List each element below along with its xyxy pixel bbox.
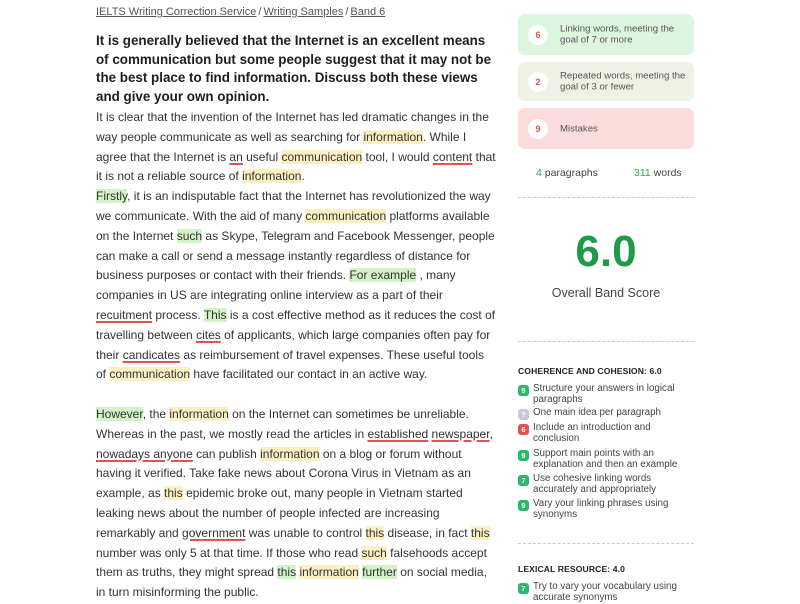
essay-body xyxy=(96,108,496,603)
breadcrumb-separator: / xyxy=(345,6,349,18)
breadcrumb-link-service[interactable]: IELTS Writing Correction Service xyxy=(96,6,257,18)
criterion-item xyxy=(518,449,698,471)
word-count-label: words xyxy=(653,167,682,179)
mistake-underline: an xyxy=(229,149,243,164)
linking-word-highlight: such xyxy=(176,228,203,243)
overall-band-score: 6.0 xyxy=(575,227,637,276)
overall-band-score-label: Overall Band Score xyxy=(551,286,661,300)
criterion-text: Include an introduction and conclusion xyxy=(533,422,651,444)
essay-text: process. xyxy=(152,307,204,322)
repeated-word-highlight: information xyxy=(242,169,302,184)
mistake-underline: content xyxy=(432,149,473,164)
mistakes-label: Mistakes xyxy=(560,122,598,134)
essay-text: on a blog or forum without having it verified. Take fake news about Corona Virus in Vietnam as an example, as xyxy=(96,446,471,501)
linking-word-highlight: this xyxy=(277,565,297,580)
mistake-underline: cites xyxy=(196,327,221,342)
mistake-underline: government xyxy=(182,525,246,540)
repeated-word-highlight: communication xyxy=(281,149,363,164)
repeated-word-highlight: this xyxy=(164,486,183,501)
essay-text: is a cost effective method as it reduces the cost of travelling between xyxy=(96,307,496,342)
essay-text: , xyxy=(489,426,493,441)
essay-text: useful xyxy=(242,149,282,164)
linking-words-label: Linking words, meeting the goal of 7 or more xyxy=(560,23,675,46)
check-icon: 7 xyxy=(518,583,529,594)
essay-text: , the xyxy=(142,406,170,421)
essay-prompt: It is generally believed that the Internet is an excellent means of communication but some people suggest that it may not be the best place to find information. Discuss both these views and give your own opinion. xyxy=(96,33,492,104)
word-count: 311 xyxy=(634,167,651,179)
criterion-item xyxy=(518,499,698,521)
essay-text: disease, in fact xyxy=(384,525,471,540)
essay-text: can publish xyxy=(192,446,261,461)
essay-paragraph xyxy=(96,108,496,187)
repeated-word-highlight: communication xyxy=(109,367,191,382)
essay-text: on the Internet can sometimes be unreliable. Whereas in the past, we mostly read the articles in xyxy=(96,406,469,441)
mistakes-card[interactable] xyxy=(518,108,694,149)
linking-word-highlight: This xyxy=(203,307,227,322)
essay-text: , many companies in US are integrating online interview as a part of their xyxy=(96,268,456,303)
linking-word-highlight: For example xyxy=(349,268,417,283)
linking-words-card[interactable] xyxy=(518,14,694,55)
repeated-words-label: Repeated words, meeting the goal of 3 or fewer xyxy=(560,70,686,93)
essay-text: number was only 5 at that time. If those who read xyxy=(96,545,362,560)
mistake-underline: newspaper xyxy=(431,426,490,441)
divider xyxy=(518,197,694,198)
essay-text: as reimbursement of travel expenses. These useful tools of xyxy=(96,347,484,382)
coherence-section-title: COHERENCE AND COHESION: 6.0 xyxy=(518,366,662,376)
repeated-word-highlight: information xyxy=(363,129,423,144)
criterion-text: Use cohesive linking words accurately and appropriately xyxy=(533,473,657,495)
criterion-text: Support main points with an explanation and then an example xyxy=(533,448,678,470)
breadcrumb xyxy=(96,6,385,18)
criterion-text: Try to vary your vocabulary using accurate synonyms xyxy=(533,581,677,603)
lexical-section-title: LEXICAL RESOURCE: 4.0 xyxy=(518,564,625,574)
check-icon: 7 xyxy=(518,475,529,486)
repeated-word-highlight: communication xyxy=(305,208,387,223)
criterion-text: One main idea per paragraph xyxy=(533,407,661,418)
criterion-item xyxy=(518,408,698,419)
repeated-word-highlight: such xyxy=(361,545,387,560)
criterion-item xyxy=(518,474,698,496)
linking-words-count: 6 xyxy=(528,25,548,45)
repeated-word-highlight: this xyxy=(470,525,490,540)
essay-text: platforms available on the Internet xyxy=(96,208,490,243)
essay-text: tool, I would xyxy=(362,149,433,164)
mistakes-count: 9 xyxy=(528,119,548,139)
mistake-underline: nowadays anyone xyxy=(96,446,193,461)
linking-word-highlight: However xyxy=(96,406,143,421)
mistake-underline: established xyxy=(367,426,429,441)
criterion-text: Vary your linking phrases using synonyms xyxy=(533,498,669,520)
paragraph-stat xyxy=(536,167,598,179)
unknown-icon: ? xyxy=(518,409,529,420)
paragraph-count-label: paragraphs xyxy=(544,167,598,179)
repeated-word-highlight: information xyxy=(169,406,229,421)
mistake-underline: recuitment xyxy=(96,307,153,322)
criterion-item xyxy=(518,582,698,604)
essay-text: of applicants, which large companies often pay for their xyxy=(96,327,491,362)
criterion-item xyxy=(518,384,698,406)
divider xyxy=(518,341,694,342)
mistake-underline: candicates xyxy=(122,347,181,362)
linking-word-highlight: Firstly xyxy=(96,189,128,204)
essay-text: as Skype, Telegram and Facebook Messenger, people can make a call or send a message instantly regardless of distance for business purposes or contact with their friends. xyxy=(96,228,495,283)
check-icon: 9 xyxy=(518,500,529,511)
breadcrumb-link-band[interactable]: Band 6 xyxy=(350,6,386,18)
essay-text: . While I agree that the Internet is xyxy=(96,129,467,164)
repeated-word-highlight: information xyxy=(299,565,359,580)
linking-word-highlight: further xyxy=(362,565,397,580)
breadcrumb-separator: / xyxy=(258,6,262,18)
essay-text: , it is an indisputable fact that the Internet has revolutionized the way we communicate. With the aid of many xyxy=(96,189,491,223)
repeated-word-highlight: this xyxy=(365,525,385,540)
essay-text: falsehoods accept them as truths, they might spread xyxy=(96,545,487,580)
essay-paragraph xyxy=(96,405,496,603)
check-icon: 9 xyxy=(518,385,529,396)
breadcrumb-link-samples[interactable]: Writing Samples xyxy=(263,6,344,18)
essay-text: on social media, in turn misinforming the public. xyxy=(96,565,487,600)
essay-text: It is clear that the invention of the Internet has led dramatic changes in the way people communicate as well as searching for xyxy=(96,110,489,144)
essay-text: epidemic broke out, many people in Vietnam started leaking news about the number of people infected are increasing remarkably and xyxy=(96,486,463,540)
repeated-words-card[interactable] xyxy=(518,62,694,101)
warning-icon: 6 xyxy=(518,424,529,435)
paragraph-count: 4 xyxy=(536,167,542,179)
criterion-text: Structure your answers in logical paragraphs xyxy=(533,383,675,405)
repeated-words-count: 2 xyxy=(528,72,548,92)
essay-text: that it is not a reliable source of xyxy=(96,149,496,184)
essay-text: . xyxy=(301,169,305,184)
word-stat xyxy=(634,167,682,179)
essay-paragraph xyxy=(96,187,496,385)
criterion-item xyxy=(518,423,698,445)
check-icon: 9 xyxy=(518,450,529,461)
repeated-word-highlight: information xyxy=(260,446,320,461)
essay-text: have facilitated our contact in an active way. xyxy=(190,367,428,382)
essay-text: was unable to control xyxy=(245,525,366,540)
divider xyxy=(518,543,694,544)
